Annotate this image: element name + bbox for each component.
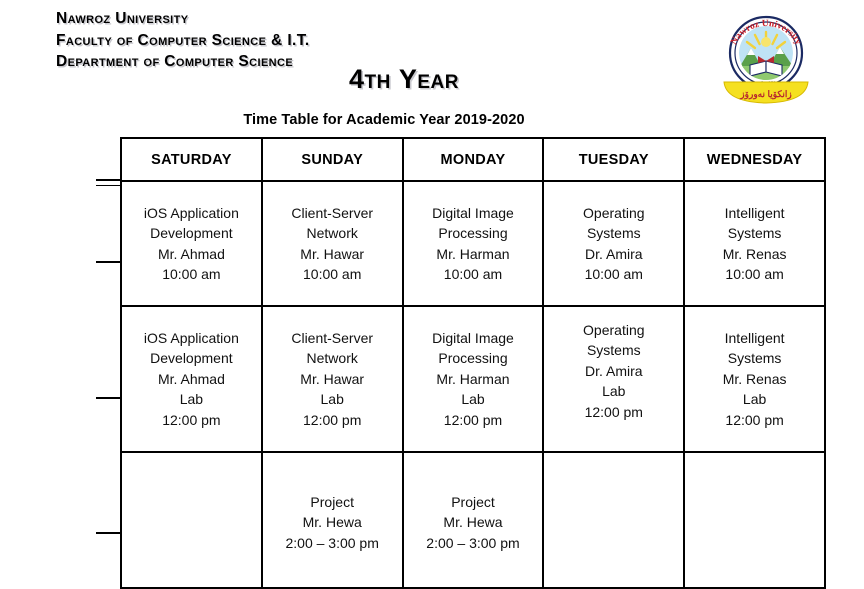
slot-text-line: Processing (438, 225, 508, 241)
slot-text-line: 10:00 am (443, 266, 503, 282)
slot-wednesday-lab (684, 306, 825, 452)
row-rule-extension-header (96, 179, 122, 186)
slot-text-line: Mr. Renas (722, 245, 787, 262)
slot-text-line: Project (451, 493, 495, 510)
slot-sunday-lab (262, 306, 403, 452)
institution-header (56, 8, 676, 73)
slot-sunday-project (262, 452, 403, 588)
timetable-subtitle: Time Table for Academic Year 2019-2020 (243, 112, 525, 128)
column-header-saturday: SATURDAY (121, 138, 262, 181)
slot-text-line: Lab (602, 383, 626, 399)
year-word: Year (398, 64, 459, 94)
slot-text-line: Client-Server (291, 204, 374, 221)
slot-text-line: Processing (438, 350, 508, 366)
slot-text-line: 12:00 pm (162, 411, 221, 428)
slot-text-line: Operating (583, 321, 645, 338)
year-ordinal-suffix: TH (364, 72, 391, 93)
slot-saturday-lab (121, 306, 262, 452)
slot-text-line: 10:00 am (584, 266, 643, 282)
slot-text-line: Mr. Hawar (300, 370, 365, 387)
slot-text-line: Network (306, 225, 358, 241)
slot-text-line: Dr. Amira (585, 245, 643, 262)
slot-text-line: Systems (586, 342, 641, 358)
slot-monday-project (403, 452, 544, 588)
slot-text-line: Development (150, 350, 233, 366)
slot-text-line: 10:00 am (303, 266, 362, 282)
slot-tuesday-lecture (543, 181, 684, 306)
slot-text-line: Mr. Hewa (443, 514, 503, 531)
slot-monday-lecture (403, 181, 544, 306)
column-header-monday: MONDAY (403, 138, 544, 181)
slot-text-line: Mr. Hawar (300, 245, 365, 262)
slot-saturday-project (121, 452, 262, 588)
slot-text-line: Dr. Amira (585, 362, 643, 379)
column-header-wednesday: WEDNESDAY (684, 138, 825, 181)
slot-text-line: Operating (583, 204, 645, 221)
row-rule-extension-bottom (96, 532, 122, 534)
slot-text-line: Mr. Ahmad (157, 245, 225, 262)
slot-text-line: Mr. Ahmad (157, 370, 225, 387)
slot-tuesday-lab (543, 306, 684, 452)
year-title (349, 66, 459, 93)
slot-text-line: 12:00 pm (303, 411, 362, 428)
year-ordinal-number: 4 (349, 64, 365, 94)
slot-text-line: Intelligent (724, 204, 785, 221)
slot-text-line: Network (306, 350, 358, 366)
class-timetable (120, 137, 826, 589)
slot-text-line: Systems (586, 225, 641, 241)
slot-text-line: 10:00 am (162, 266, 221, 282)
slot-text-line: 2:00 – 3:00 pm (285, 534, 379, 551)
slot-text-line: Systems (727, 225, 782, 241)
timetable-container (96, 137, 828, 551)
slot-text-line: Lab (742, 391, 767, 407)
slot-text-line: Lab (461, 391, 485, 407)
slot-wednesday-project (684, 452, 825, 588)
slot-text-line: Client-Server (291, 329, 374, 346)
slot-text-line: iOS Application (143, 204, 239, 221)
org-line-faculty: Faculty of Computer Science & I.T. (56, 31, 310, 49)
slot-tuesday-project (543, 452, 684, 588)
slot-text-line: Mr. Renas (722, 370, 787, 387)
slot-text-line: 10:00 am (725, 266, 784, 282)
slot-text-line: iOS Application (143, 329, 239, 346)
org-line-university: Nawroz University (56, 10, 189, 27)
row-rule-extension-2 (96, 397, 122, 399)
svg-text:زانكۆیا نەورۆز: زانكۆیا نەورۆز (740, 89, 792, 99)
timetable-row-lab (121, 306, 825, 452)
slot-text-line: Digital Image (432, 329, 514, 346)
slot-text-line: Mr. Harman (436, 245, 510, 262)
org-line-department: Department of Computer Science (56, 53, 294, 70)
slot-text-line: 12:00 pm (443, 411, 503, 428)
svg-text:Nawroz University: Nawroz University (729, 18, 803, 47)
timetable-row-lecture (121, 181, 825, 306)
slot-text-line: Project (310, 493, 354, 510)
slot-saturday-lecture (121, 181, 262, 306)
timetable-header-row (121, 138, 825, 181)
slot-monday-lab (403, 306, 544, 452)
university-seal-icon (714, 6, 818, 106)
slot-text-line: 12:00 pm (725, 411, 784, 428)
slot-text-line: Development (150, 225, 233, 241)
slot-text-line: Intelligent (724, 329, 785, 346)
slot-text-line: Mr. Hewa (302, 514, 362, 531)
slot-text-line: 12:00 pm (584, 403, 643, 420)
row-rule-extension-1 (96, 261, 122, 263)
slot-wednesday-lecture (684, 181, 825, 306)
slot-text-line: Systems (727, 350, 782, 366)
column-header-sunday: SUNDAY (262, 138, 403, 181)
slot-text-line: Digital Image (432, 204, 514, 221)
slot-text-line: Mr. Harman (436, 370, 510, 387)
timetable-row-project (121, 452, 825, 588)
slot-text-line: 2:00 – 3:00 pm (426, 534, 520, 551)
university-logo (714, 6, 818, 106)
slot-text-line: Lab (320, 391, 344, 407)
slot-sunday-lecture (262, 181, 403, 306)
slot-text-line: Lab (179, 391, 204, 407)
column-header-tuesday: TUESDAY (543, 138, 684, 181)
